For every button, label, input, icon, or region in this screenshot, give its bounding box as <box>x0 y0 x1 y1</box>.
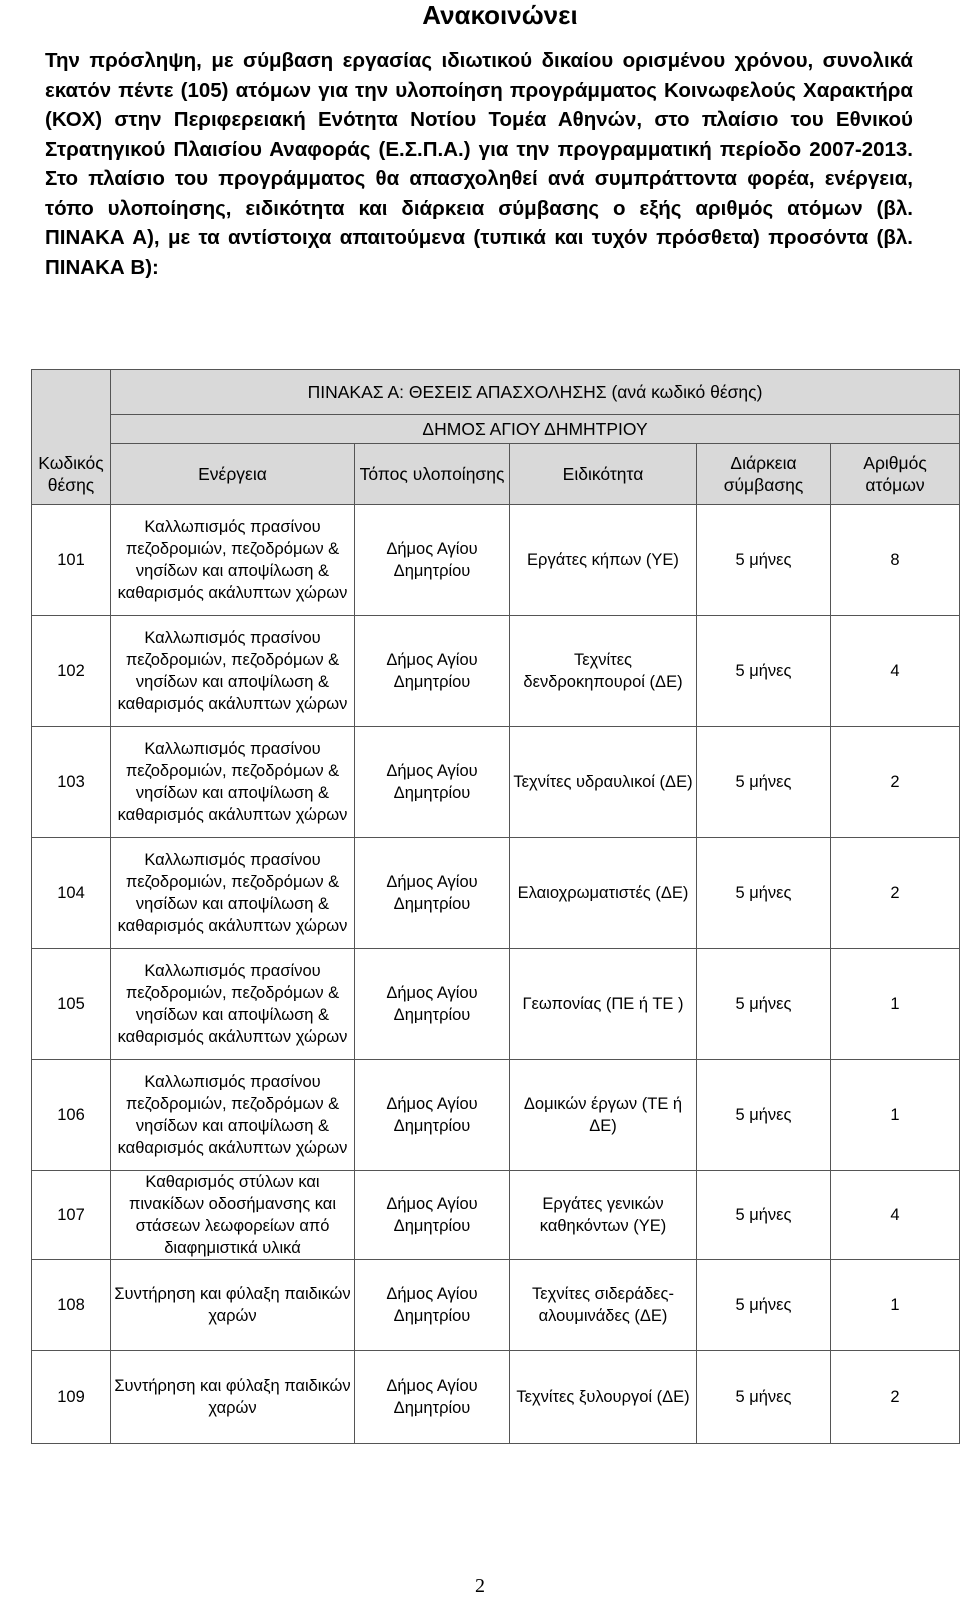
cell-code: 104 <box>32 838 111 949</box>
cell-specialty: Τεχνίτες ξυλουργοί (ΔΕ) <box>510 1351 697 1444</box>
cell-persons: 1 <box>831 1060 960 1171</box>
page-number: 2 <box>475 1575 485 1597</box>
intro-paragraph: Την πρόσληψη, με σύμβαση εργασίας ιδιωτικού δικαίου ορισμένου χρόνου, συνολικά εκατόν πέντε (105) ατόμων για την υλοποίηση προγράμματος Κοινωφελούς Χαρακτήρα (ΚΟΧ) στην Περιφερειακή Ενότητα Νοτίου Τομέα Αθηνών, στο πλαίσιο του Εθνικού Στρατηγικού Πλαισίου Αναφοράς (Ε.Σ.Π.Α.) για την προγραμματική περίοδο 2007-2013. Στο πλαίσιο του προγράμματος θα απασχοληθεί ανά συμπράττοντα φορέα, ενέργεια, τόπο υλοποίησης, ειδικότητα και διάρκεια σύμβασης ο εξής αριθμός ατόμων (βλ. ΠΙΝΑΚΑ Α), με τα αντίστοιχα απαιτούμενα (τυπικά και τυχόν πρόσθετα) προσόντα (βλ. ΠΙΝΑΚΑ Β): <box>45 49 913 279</box>
cell-location: Δήμος Αγίου Δημητρίου <box>355 1260 510 1351</box>
cell-action: Καθαρισμός στύλων και πινακίδων οδοσήμανσης και στάσεων λεωφορείων από διαφημιστικά υλικά <box>111 1171 355 1260</box>
cell-action: Καλλωπισμός πρασίνου πεζοδρομιών, πεζοδρόμων & νησίδων και αποψίλωση & καθαρισμός ακάλυπτων χώρων <box>111 1060 355 1171</box>
cell-code: 106 <box>32 1060 111 1171</box>
cell-location: Δήμος Αγίου Δημητρίου <box>355 1171 510 1260</box>
cell-persons: 2 <box>831 1351 960 1444</box>
cell-action: Καλλωπισμός πρασίνου πεζοδρομιών, πεζοδρόμων & νησίδων και αποψίλωση & καθαρισμός ακάλυπτων χώρων <box>111 616 355 727</box>
cell-action: Καλλωπισμός πρασίνου πεζοδρομιών, πεζοδρόμων & νησίδων και αποψίλωση & καθαρισμός ακάλυπτων χώρων <box>111 505 355 616</box>
column-header-persons: Αριθμός ατόμων <box>831 444 960 505</box>
cell-code: 105 <box>32 949 111 1060</box>
cell-location: Δήμος Αγίου Δημητρίου <box>355 505 510 616</box>
table-row <box>32 1060 960 1171</box>
cell-duration: 5 μήνες <box>697 1260 831 1351</box>
cell-specialty: Τεχνίτες δενδροκηπουροί (ΔΕ) <box>510 616 697 727</box>
cell-code: 103 <box>32 727 111 838</box>
cell-code: 109 <box>32 1351 111 1444</box>
cell-location: Δήμος Αγίου Δημητρίου <box>355 949 510 1060</box>
table-row <box>32 1260 960 1351</box>
table-row <box>32 1351 960 1444</box>
table-row <box>32 616 960 727</box>
cell-persons: 1 <box>831 949 960 1060</box>
cell-specialty: Εργάτες κήπων (ΥΕ) <box>510 505 697 616</box>
cell-code: 102 <box>32 616 111 727</box>
table-row <box>32 727 960 838</box>
cell-action: Συντήρηση και φύλαξη παιδικών χαρών <box>111 1351 355 1444</box>
page-title: Ανακοινώνει <box>422 0 578 30</box>
cell-duration: 5 μήνες <box>697 505 831 616</box>
cell-action: Συντήρηση και φύλαξη παιδικών χαρών <box>111 1260 355 1351</box>
cell-duration: 5 μήνες <box>697 1351 831 1444</box>
cell-location: Δήμος Αγίου Δημητρίου <box>355 616 510 727</box>
cell-persons: 2 <box>831 727 960 838</box>
cell-action: Καλλωπισμός πρασίνου πεζοδρομιών, πεζοδρόμων & νησίδων και αποψίλωση & καθαρισμός ακάλυπτων χώρων <box>111 727 355 838</box>
cell-code: 107 <box>32 1171 111 1260</box>
column-header-specialty: Ειδικότητα <box>510 444 697 505</box>
municipality-header: ΔΗΜΟΣ ΑΓΙΟΥ ΔΗΜΗΤΡΙΟΥ <box>111 415 960 444</box>
cell-specialty: Εργάτες γενικών καθηκόντων (ΥΕ) <box>510 1171 697 1260</box>
cell-specialty: Τεχνίτες σιδεράδες-αλουμινάδες (ΔΕ) <box>510 1260 697 1351</box>
cell-duration: 5 μήνες <box>697 1060 831 1171</box>
cell-duration: 5 μήνες <box>697 1171 831 1260</box>
cell-location: Δήμος Αγίου Δημητρίου <box>355 838 510 949</box>
cell-persons: 4 <box>831 1171 960 1260</box>
cell-persons: 4 <box>831 616 960 727</box>
cell-code: 108 <box>32 1260 111 1351</box>
cell-specialty: Γεωπονίας (ΠΕ ή ΤΕ ) <box>510 949 697 1060</box>
cell-duration: 5 μήνες <box>697 949 831 1060</box>
column-header-action: Ενέργεια <box>111 444 355 505</box>
cell-action: Καλλωπισμός πρασίνου πεζοδρομιών, πεζοδρόμων & νησίδων και αποψίλωση & καθαρισμός ακάλυπτων χώρων <box>111 838 355 949</box>
table-row <box>32 949 960 1060</box>
table-row <box>32 838 960 949</box>
cell-duration: 5 μήνες <box>697 838 831 949</box>
cell-duration: 5 μήνες <box>697 616 831 727</box>
cell-persons: 2 <box>831 838 960 949</box>
cell-action: Καλλωπισμός πρασίνου πεζοδρομιών, πεζοδρόμων & νησίδων και αποψίλωση & καθαρισμός ακάλυπτων χώρων <box>111 949 355 1060</box>
positions-table <box>31 369 960 1444</box>
cell-specialty: Τεχνίτες υδραυλικοί (ΔΕ) <box>510 727 697 838</box>
cell-location: Δήμος Αγίου Δημητρίου <box>355 1351 510 1444</box>
cell-location: Δήμος Αγίου Δημητρίου <box>355 727 510 838</box>
column-header-location: Τόπος υλοποίησης <box>355 444 510 505</box>
table-title: ΠΙΝΑΚΑΣ Α: ΘΕΣΕΙΣ ΑΠΑΣΧΟΛΗΣΗΣ (ανά κωδικό θέσης) <box>111 370 960 415</box>
table-row <box>32 1171 960 1260</box>
table-row <box>32 505 960 616</box>
cell-persons: 8 <box>831 505 960 616</box>
cell-persons: 1 <box>831 1260 960 1351</box>
cell-specialty: Δομικών έργων (ΤΕ ή ΔΕ) <box>510 1060 697 1171</box>
cell-specialty: Ελαιοχρωματιστές (ΔΕ) <box>510 838 697 949</box>
cell-code: 101 <box>32 505 111 616</box>
column-header-code: Κωδικός θέσης <box>32 370 111 505</box>
column-header-duration: Διάρκεια σύμβασης <box>697 444 831 505</box>
cell-location: Δήμος Αγίου Δημητρίου <box>355 1060 510 1171</box>
cell-duration: 5 μήνες <box>697 727 831 838</box>
